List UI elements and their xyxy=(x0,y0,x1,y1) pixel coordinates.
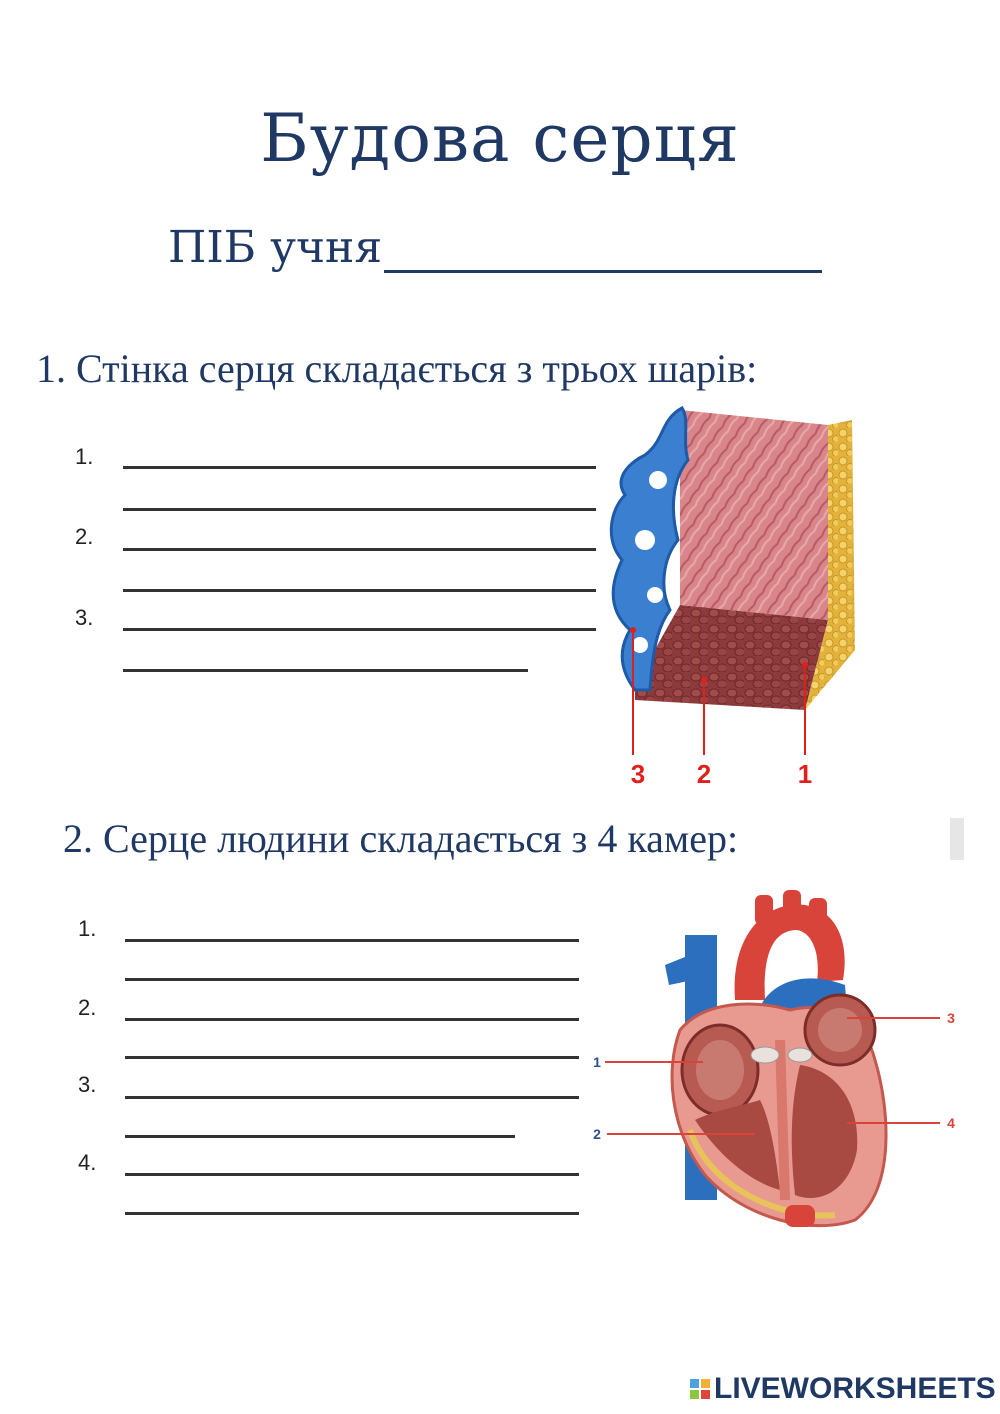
task2-number-3: 3. xyxy=(78,1072,97,1097)
task2-answer-line-2a[interactable] xyxy=(125,1018,579,1021)
student-name-label: ПІБ учня xyxy=(168,222,383,273)
task2-answer-line-2b[interactable] xyxy=(125,1056,579,1059)
chamber-label-3: 3 xyxy=(947,1010,955,1026)
task1-answer-line-2b[interactable] xyxy=(123,589,596,592)
brand-name: LIVEWORKSHEETS xyxy=(714,1372,996,1405)
task1-heading: 1. Стінка серця складається з трьох шарів: xyxy=(36,346,758,391)
task2-answer-line-4a[interactable] xyxy=(125,1173,579,1176)
task2-answer-line-1a[interactable] xyxy=(125,939,579,942)
heart-chambers-image xyxy=(585,890,975,1240)
layer-label-2: 2 xyxy=(696,759,712,789)
student-name-row xyxy=(168,222,822,273)
task1-answer-line-3a[interactable] xyxy=(123,628,596,631)
heart-wall-layers-image xyxy=(600,400,870,800)
layer-label-3: 3 xyxy=(630,759,646,789)
task2-answer-line-4b[interactable] xyxy=(125,1212,579,1215)
task2-number-4: 4. xyxy=(78,1150,97,1175)
chamber-label-4: 4 xyxy=(947,1115,955,1131)
task2-answer-line-3b[interactable] xyxy=(125,1135,515,1138)
task1-answer-line-2a[interactable] xyxy=(123,548,596,551)
task1-answer-line-3b[interactable] xyxy=(123,669,528,672)
task2-heading: 2. Серце людини складається з 4 камер: xyxy=(63,816,739,861)
scroll-handle[interactable] xyxy=(950,818,964,860)
chamber-label-1: 1 xyxy=(593,1054,601,1070)
liveworksheets-logo[interactable] xyxy=(690,1372,996,1406)
chamber-label-2: 2 xyxy=(593,1126,601,1142)
task2-number-2: 2. xyxy=(78,995,97,1020)
task1-number-2: 2. xyxy=(75,524,94,549)
page-title: Будова серця xyxy=(260,100,740,177)
liveworksheets-logo-icon xyxy=(690,1379,710,1399)
layer-label-1: 1 xyxy=(797,759,813,789)
task2-answer-line-1b[interactable] xyxy=(125,978,579,981)
task2-answer-line-3a[interactable] xyxy=(125,1096,579,1099)
task1-answer-line-1b[interactable] xyxy=(123,508,596,511)
task2-number-1: 1. xyxy=(78,916,97,941)
task1-number-3: 3. xyxy=(75,605,94,630)
task1-answer-line-1a[interactable] xyxy=(123,466,596,469)
task1-number-1: 1. xyxy=(75,444,94,469)
student-name-field[interactable] xyxy=(384,226,822,273)
